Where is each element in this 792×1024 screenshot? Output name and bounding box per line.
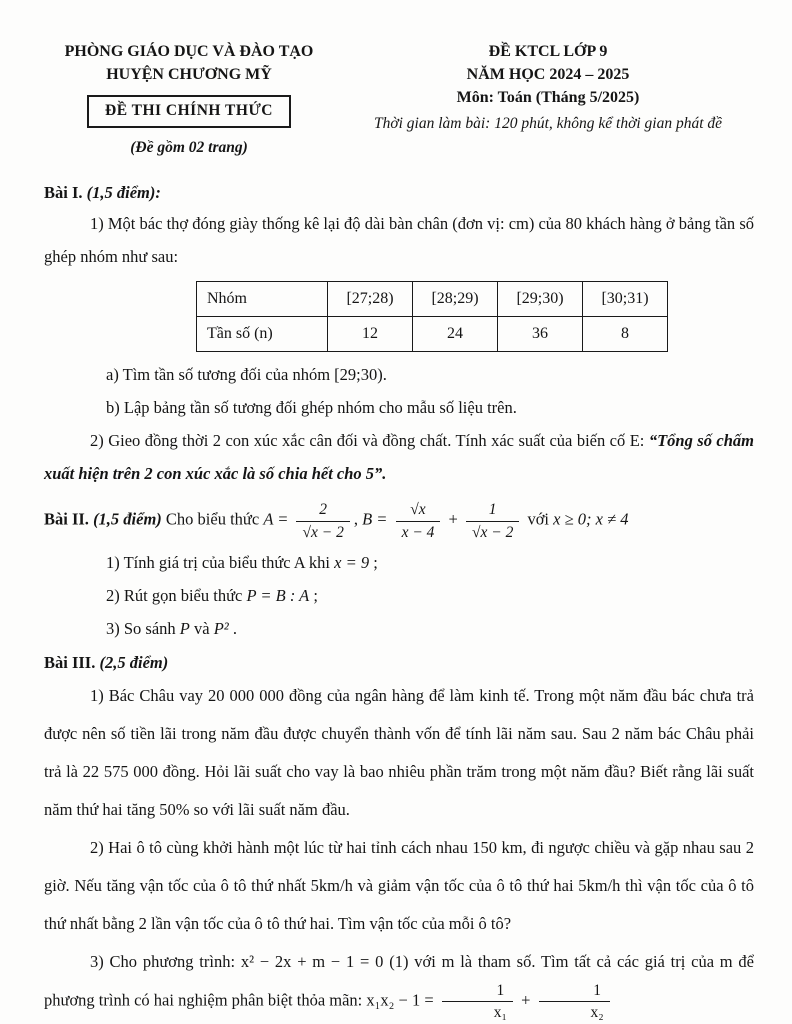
bai2-q3-mid: và [189,619,214,639]
table-cell-freq-4: 8 [583,317,668,352]
expr-b-lhs: B = [362,510,388,530]
bai3-f1-denominator: x₁ [493,1004,507,1022]
bai3-q3-mid: (1) với m là tham số. Tìm tất cả các giá trị của m để phương trình có hai nghiệm phân biệt thỏa mãn: [44,951,755,1010]
expr-b2-numerator: 1 [466,500,519,521]
bai2-intro: Cho biểu thức [165,510,260,530]
header-right [334,40,754,135]
bai2-q2-math: P = B : A [246,586,310,606]
table-cell-group-2: [28;29) [413,282,498,317]
section-bai-1 [44,179,754,490]
bai1-question-1a: a) Tìm tần số tương đối của nhóm [29;30). [106,365,387,385]
bai3-f1-numerator: 1 [442,981,513,1002]
table-cell-group-4: [30;31) [583,282,668,317]
plus-sign: + [448,510,458,530]
bai2-q1-math: x = 9 [334,553,370,573]
bai2-question-3 [44,612,754,645]
subject-line: Môn: Toán (Tháng 5/2025) [456,89,640,107]
school-year: NĂM HỌC 2024 – 2025 [466,66,630,84]
bai3-points: (2,5 điểm) [99,653,169,673]
duration-line: Thời gian làm bài: 120 phút, không kể thời gian phát đề [373,114,723,132]
expr-a-lhs: A = [263,510,289,530]
bai3-f2-denominator: x₂ [590,1004,604,1022]
expr-b1-numerator: √x [396,500,441,521]
bai2-question-1 [44,546,754,579]
expr-b-fraction-2 [466,500,519,542]
expr-a-numerator: 2 [296,500,349,521]
table-row-groups [197,282,668,317]
official-box-wrap [44,95,334,128]
condition-math: x ≥ 0; x ≠ 4 [553,510,629,530]
bai3-question-3 [44,943,754,1023]
table-cell-group-3: [29;30) [498,282,583,317]
expr-a-fraction [296,500,349,542]
bai1-heading [44,179,754,207]
header [44,40,754,157]
page-count-note: (Đề gồm 02 trang) [130,139,248,157]
bai1-question-1: 1) Một bác thợ đóng giày thống kê lại độ dài bàn chân (đơn vị: cm) của 80 khách hàng ở bảng tần số ghép nhóm như sau: [44,214,754,267]
bai1-question-1b: b) Lập bảng tần số tương đối ghép nhóm cho mẫu số liệu trên. [106,398,517,418]
comma: , [353,510,358,530]
bai3-frac-lhs: x₁x₂ − 1 = [366,990,434,1010]
table-cell-freq-1: 12 [328,317,413,352]
bai3-fraction-2 [539,981,610,1023]
section-bai-3 [44,649,754,1022]
table-cell-freq-label: Tần số (n) [197,317,328,352]
bai2-q2-end: ; [309,586,318,606]
exam-title: ĐỀ KTCL LỚP 9 [488,43,608,60]
bai1-question-2 [44,424,754,490]
bai2-points: (1,5 điểm) [93,510,162,530]
district-name: HUYỆN CHƯƠNG MỸ [106,66,272,84]
bai3-q3-equation: x² − 2x + m − 1 = 0 [240,951,384,971]
bai3-fraction-1 [442,981,513,1023]
bai2-title: Bài II. [44,510,89,530]
bai2-question-2 [44,579,754,612]
header-left [44,40,334,157]
bai1-q2-text: 2) Gieo đồng thời 2 con xúc xắc cân đối và đồng chất. Tính xác suất của biến cố E: [90,431,649,451]
bai1-title: Bài I. [44,183,83,203]
expr-a-denominator: √x − 2 [302,523,344,541]
section-bai-2 [44,500,754,645]
bai3-heading [44,649,754,677]
bai2-q3-p: P [179,619,190,639]
bai2-q2-text: 2) Rút gọn biểu thức [106,586,247,606]
bai3-f2-numerator: 1 [539,981,610,1002]
table-row-frequencies [197,317,668,352]
table-cell-freq-3: 36 [498,317,583,352]
frequency-table [196,281,668,352]
bai2-heading [44,500,754,542]
bai3-q3-text: 3) Cho phương trình: [90,951,241,971]
expr-b2-denominator: √x − 2 [471,523,514,541]
department-name: PHÒNG GIÁO DỤC VÀ ĐÀO TẠO [64,43,314,60]
official-exam-stamp: ĐỀ THI CHÍNH THỨC [87,95,291,128]
bai3-title: Bài III. [44,653,96,673]
bai3-question-1: 1) Bác Châu vay 20 000 000 đồng của ngân hàng để làm kinh tế. Trong một năm đầu bác chưa trả được nên số tiền lãi trong năm đầu được chuyển thành vốn để tính lãi năm sau. Sau 2 năm bác Châu phải trả là 22 575 000 đồng. Hỏi lãi suất cho vay là bao nhiêu phần trăm trong một năm đầu? Biết rằng lãi suất năm thứ hai tăng 50% so với lãi suất năm đầu. [44,686,754,820]
bai2-q3-text: 3) So sánh [106,619,180,639]
bai2-q1-text: 1) Tính giá trị của biểu thức A khi [106,553,335,573]
table-cell-group-label: Nhóm [197,282,328,317]
bai1-q2-event: “Tổng số chấm xuất hiện trên 2 con xúc xắc là số chia hết cho 5”. [44,431,754,484]
bai3-plus-sign: + [521,990,531,1010]
table-cell-group-1: [27;28) [328,282,413,317]
expr-b1-denominator: x − 4 [401,523,435,541]
table-cell-freq-2: 24 [413,317,498,352]
bai2-q1-end: ; [369,553,378,573]
condition-word: với [527,510,550,530]
expr-b-fraction-1 [396,500,441,542]
bai2-q3-p-squared: P² [213,619,229,639]
bai1-points: (1,5 điểm): [86,183,161,203]
bai3-question-2: 2) Hai ô tô cùng khởi hành một lúc từ hai tỉnh cách nhau 150 km, đi ngược chiều và gặp nhau sau 2 giờ. Nếu tăng vận tốc của ô tô thứ nhất 5km/h và giảm vận tốc của ô tô thứ hai 5km/h thì vận tốc của ô tô thứ nhất bằng 2 lần vận tốc của ô tô thứ hai. Tìm vận tốc của mỗi ô tô? [44,837,754,933]
bai2-q3-end: . [228,619,237,639]
